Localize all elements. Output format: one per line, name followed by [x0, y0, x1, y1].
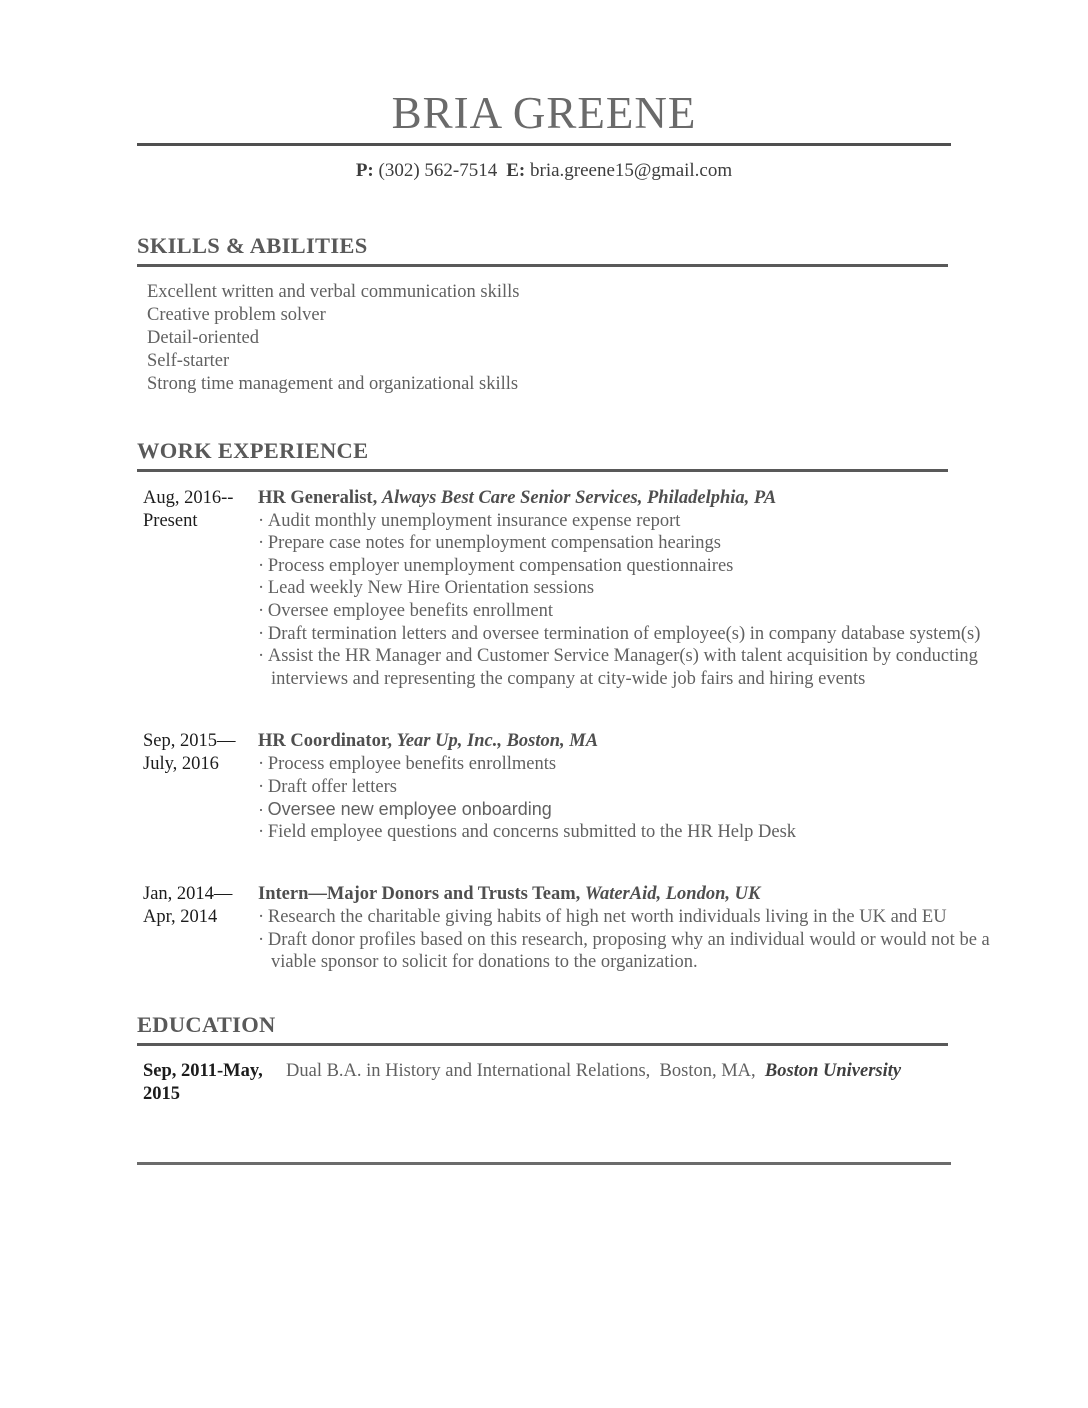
job-bullet: · Draft termination letters and oversee termination of employee(s) in company database system(s) — [258, 623, 1003, 646]
job-details — [258, 730, 1003, 843]
job-bullet: · Audit monthly unemployment insurance expense report — [258, 510, 1003, 533]
footer-divider — [137, 1162, 951, 1165]
date-line: Present — [143, 511, 198, 531]
job-entry — [137, 883, 990, 973]
job-bullet: · Draft offer letters — [258, 776, 1003, 799]
job-bullet: · Field employee questions and concerns submitted to the HR Help Desk — [258, 821, 1003, 844]
job-bullet: · Prepare case notes for unemployment compensation hearings — [258, 532, 1003, 555]
skill-item: Creative problem solver — [147, 305, 326, 325]
job-company: Year Up, Inc., Boston, MA — [396, 731, 599, 752]
job-company: WaterAid, London, UK — [584, 884, 761, 905]
skill-item: Excellent written and verbal communication skills — [147, 282, 520, 302]
job-bullet: · Assist the HR Manager and Customer Service Manager(s) with talent acquisition by conducting interviews and representing the company at city-wide job fairs and hiring events — [258, 645, 1003, 690]
job-role: Intern—Major Donors and Trusts Team, — [258, 884, 581, 905]
school-name: Boston University — [764, 1060, 902, 1081]
section-work-experience — [137, 438, 990, 974]
header-divider — [137, 143, 951, 146]
job-title-line — [258, 487, 1003, 510]
job-dates — [137, 487, 258, 690]
skill-item: Strong time management and organizational skills — [147, 374, 519, 394]
date-line: Jan, 2014— — [143, 884, 233, 905]
job-dates — [137, 730, 258, 843]
job-details — [258, 487, 1003, 690]
section-title-education: EDUCATION — [137, 1012, 948, 1046]
phone-number: (302) 562-7514 — [378, 160, 498, 181]
degree-text: Dual B.A. in History and International Relations, Boston, MA, — [286, 1060, 765, 1081]
section-skills — [137, 233, 951, 396]
job-dates — [137, 883, 258, 973]
job-entry — [137, 487, 981, 690]
section-title-skills: SKILLS & ABILITIES — [137, 233, 948, 267]
job-entries — [137, 487, 990, 974]
education-details — [286, 1060, 916, 1106]
education-entry — [137, 1060, 951, 1106]
job-bullet: · Draft donor profiles based on this research, proposing why an individual would or would not be a viable sponsor to solicit for donations to the organization. — [258, 929, 1003, 974]
skill-item: Detail-oriented — [147, 328, 259, 348]
date-line: 2015 — [143, 1083, 180, 1104]
skill-item: Self-starter — [147, 351, 230, 371]
email-address: bria.greene15@gmail.com — [530, 160, 733, 181]
phone-label: P: — [355, 160, 374, 181]
job-title-line — [258, 883, 1003, 906]
job-role: HR Coordinator, — [258, 731, 392, 752]
date-line: Aug, 2016-- — [143, 488, 234, 508]
job-bullet: · Process employer unemployment compensation questionnaires — [258, 555, 1003, 578]
job-title-line — [258, 730, 1003, 753]
email-label: E: — [506, 160, 526, 181]
contact-line — [137, 159, 951, 183]
job-bullet: · Oversee new employee onboarding — [258, 798, 1003, 821]
date-line: Apr, 2014 — [143, 907, 218, 928]
person-name: BRIA GREENE — [391, 88, 697, 138]
skills-list — [137, 281, 951, 396]
section-education — [137, 1012, 951, 1106]
job-bullet: · Oversee employee benefits enrollment — [258, 600, 1003, 623]
date-line: Sep, 2011-May, — [143, 1060, 263, 1081]
job-bullet: · Research the charitable giving habits of high net worth individuals living in the UK and EU — [258, 906, 1003, 929]
section-title-work: WORK EXPERIENCE — [137, 438, 948, 472]
job-bullet: · Process employee benefits enrollments — [258, 753, 1003, 776]
job-entry — [137, 730, 951, 843]
job-bullet: · Lead weekly New Hire Orientation sessions — [258, 577, 1003, 600]
job-role: HR Generalist, — [258, 488, 378, 508]
job-details — [258, 883, 1003, 973]
date-line: Sep, 2015— — [143, 731, 236, 752]
job-company: Always Best Care Senior Services, Philadelphia, PA — [381, 488, 777, 508]
date-line: July, 2016 — [143, 754, 219, 775]
education-dates — [137, 1060, 286, 1106]
